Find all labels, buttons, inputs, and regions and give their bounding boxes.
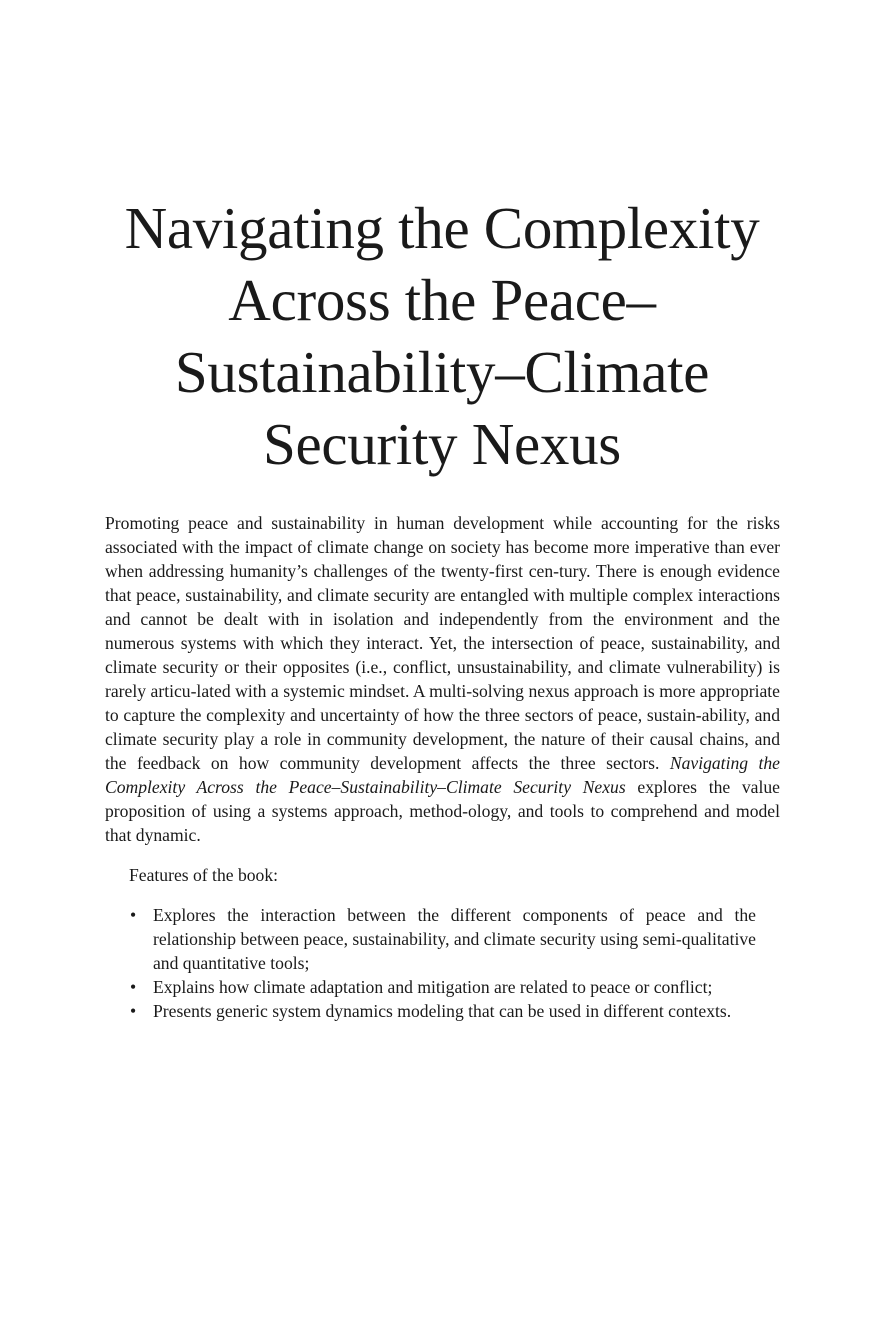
book-title [60,192,824,480]
title-line-4: Security Nexus [263,411,621,477]
bullet-icon: • [130,1001,137,1021]
description-text-start: Promoting peace and sustainability in human development while accounting for the risks associated with the impact of climate change on society has become more imperative than ever when addressing humanity’s challenges of the twenty-first cen-tury. There is enough evidence that peace, sustainability, and climate security are entangled with multiple complex interactions and cannot be dealt with in isolation and independently from the environment and the numerous systems with which they interact. Yet, the intersection of peace, sustainability, and climate security or their opposites (i.e., conflict, unsustainability, and climate vulnerability) is rarely articu-lated with a systemic mindset. A multi-solving nexus approach is more appropriate to capture the complexity and uncertainty of how the three sectors of peace, sustain-ability, and climate security play a role in community development, the nature of their causal chains, and the feedback on how community development affects the three sectors. [105,513,780,773]
description-paragraph [105,511,780,847]
feature-item-text: Explores the interaction between the different components of peace and the relationship between peace, sustainability, and climate security using semi-qualitative and quantitative tools; [153,905,756,973]
title-line-3: Sustainability–Climate [174,339,710,405]
title-line-2: Across the Peace– [228,267,656,333]
features-heading: Features of the book: [129,865,279,885]
feature-item [130,999,756,1023]
description-block [105,511,780,1023]
feature-item-text: Presents generic system dynamics modeling that can be used in different contexts. [153,1001,732,1021]
description-italic-title: Navigating the Complexity Across the Peace–Sustainability–Climate Security Nexus [105,753,780,797]
features-list [105,903,780,1023]
title-line-1: Navigating the Complexity [124,195,760,261]
feature-item [130,903,756,975]
description-text-end: explores the value proposition of using a systems approach, method-ology, and tools to comprehend and model that dynamic. [105,777,780,845]
bullet-icon: • [130,905,137,925]
feature-item [130,975,756,999]
feature-item-text: Explains how climate adaptation and mitigation are related to peace or conflict; [153,977,713,997]
bullet-icon: • [130,977,137,997]
